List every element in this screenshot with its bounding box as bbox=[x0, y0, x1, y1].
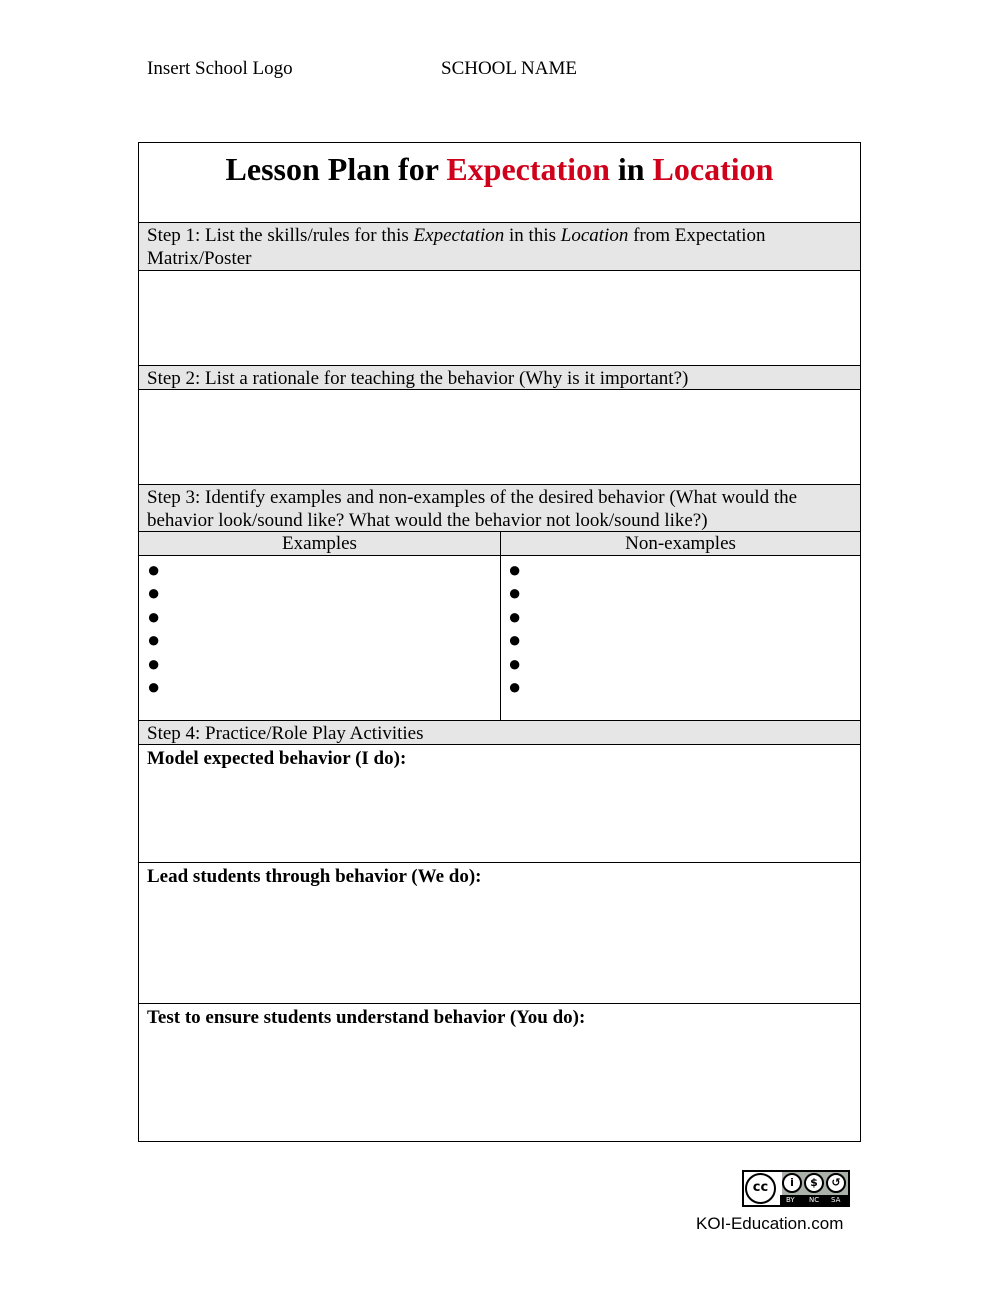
step1-response-area[interactable] bbox=[139, 270, 860, 365]
noncommercial-icon: $ bbox=[804, 1173, 824, 1193]
test-understanding-area[interactable] bbox=[139, 1003, 860, 1140]
list-item: ● bbox=[147, 603, 161, 629]
list-item: ● bbox=[508, 580, 522, 606]
examples-column-header: Examples bbox=[282, 533, 357, 554]
title-row bbox=[139, 143, 860, 223]
list-item: ● bbox=[147, 650, 161, 676]
examples-list[interactable] bbox=[139, 556, 500, 698]
by-label: BY bbox=[786, 1196, 795, 1204]
nc-label: NC bbox=[809, 1196, 820, 1204]
list-item: ● bbox=[508, 603, 522, 629]
title-location: Location bbox=[652, 151, 774, 187]
model-behavior-area[interactable] bbox=[139, 744, 860, 862]
step4-header bbox=[139, 720, 860, 744]
creative-commons-license-badge[interactable] bbox=[742, 1170, 850, 1207]
step2-response-area[interactable] bbox=[139, 389, 860, 484]
nonexamples-list[interactable] bbox=[500, 556, 861, 698]
sa-label: SA bbox=[831, 1196, 841, 1204]
step4-label: Step 4: Practice/Role Play Activities bbox=[147, 723, 424, 744]
lead-students-area[interactable] bbox=[139, 862, 860, 1003]
model-behavior-label: Model expected behavior (I do): bbox=[147, 748, 407, 769]
lesson-plan-table bbox=[138, 142, 861, 1142]
test-understanding-label: Test to ensure students understand behavior (You do): bbox=[147, 1007, 586, 1028]
step3-label: Step 3: Identify examples and non-examples of the desired behavior (What would the behavior look/sound like? What would the behavior not look/sound like?) bbox=[147, 487, 798, 531]
list-item: ● bbox=[508, 674, 522, 700]
step1-header bbox=[139, 222, 860, 270]
step2-header bbox=[139, 365, 860, 389]
title-prefix: Lesson Plan for bbox=[225, 151, 447, 187]
by-attribution-icon: i bbox=[782, 1173, 802, 1193]
nonexamples-column-header: Non-examples bbox=[625, 533, 736, 554]
list-item: ● bbox=[147, 580, 161, 606]
list-item: ● bbox=[508, 650, 522, 676]
creative-commons-icon: cc bbox=[745, 1173, 776, 1204]
school-name: SCHOOL NAME bbox=[441, 58, 577, 79]
insert-school-logo-text: Insert School Logo bbox=[147, 58, 293, 79]
column-divider bbox=[500, 531, 501, 720]
site-url[interactable]: KOI-Education.com bbox=[696, 1214, 844, 1233]
title-expectation: Expectation bbox=[446, 151, 610, 187]
sharealike-icon: ↺ bbox=[826, 1173, 846, 1193]
step3-header bbox=[139, 484, 860, 531]
list-item: ● bbox=[508, 627, 522, 653]
list-item: ● bbox=[147, 627, 161, 653]
list-item: ● bbox=[147, 674, 161, 700]
title-in: in bbox=[609, 151, 653, 187]
page-title bbox=[139, 149, 860, 189]
step2-label: Step 2: List a rationale for teaching the behavior (Why is it important?) bbox=[147, 368, 689, 389]
list-item: ● bbox=[508, 557, 522, 582]
lead-students-label: Lead students through behavior (We do): bbox=[147, 866, 482, 887]
step1-label: Step 1: List the skills/rules for this Expectation in this Location from Expectation Matrix/Poster bbox=[147, 225, 766, 269]
list-item: ● bbox=[147, 557, 161, 582]
